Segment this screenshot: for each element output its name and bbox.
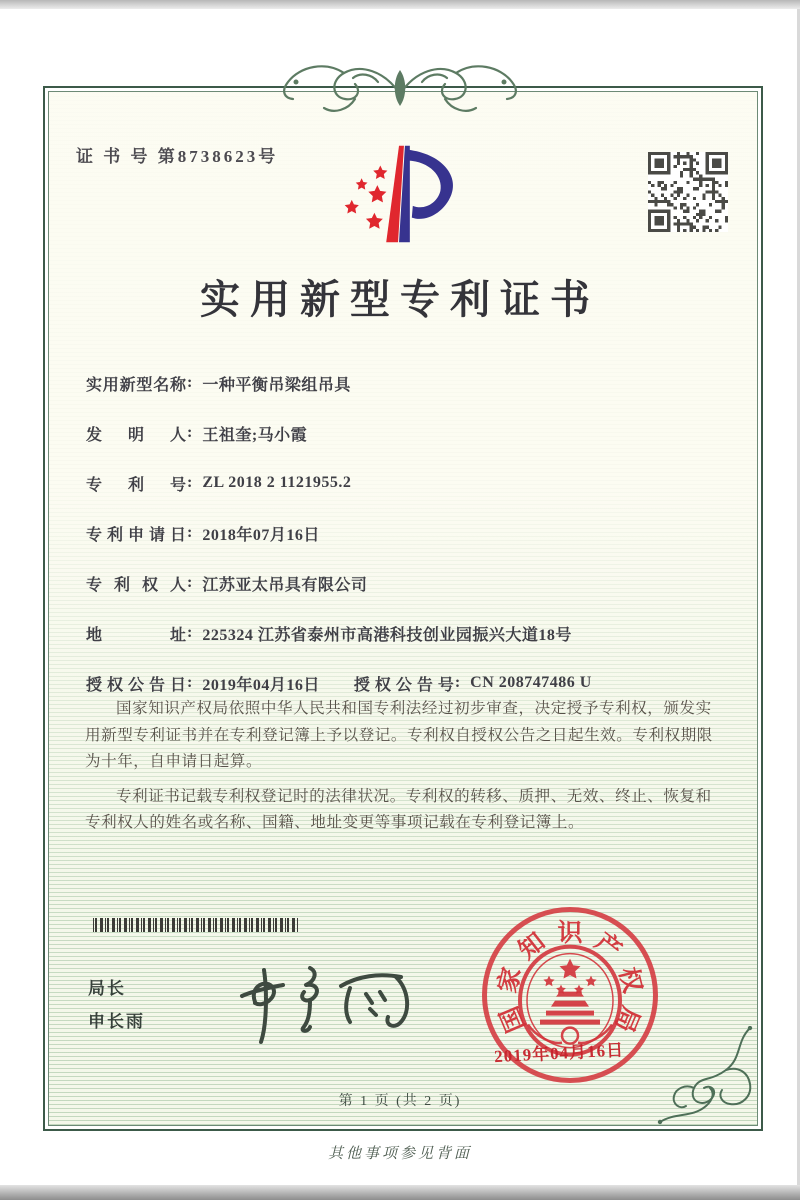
field-label: 授权公告号 [353,676,454,694]
certificate-title: 实用新型专利证书 [200,277,600,322]
field-list [86,358,726,708]
field-address: 地址 : 225324 江苏省泰州市高港科技创业园振兴大道18号 [86,608,726,658]
field-filing-date: 专利申请日 : 2018年07月16日 [86,508,726,558]
field-grant-row: 授权公告日 : 2019年04月16日 授权公告号 : CN 208747486 U [86,658,726,708]
signer-block [88,972,145,1038]
field-label: 实用新型名称 [86,376,186,394]
legal-paragraph: 国家知识产权局依照中华人民共和国专利法经过初步审查，决定授予专利权，颁发实用新型专利证书并在专利登记簿上予以登记。专利权自授权公告之日起生效。专利权期限为十年，自申请日起算。 [85,700,713,770]
photo-edge-bottom [0,1185,800,1200]
field-value: ZL 2018 2 1121955.2 [202,474,352,491]
seal-char: 局 [609,1002,644,1036]
field-value: 王祖奎;马小霞 [202,426,308,444]
certificate-number: 证 书 号 第8738623号 [76,147,279,166]
seal-char: 识 [557,920,583,947]
seal-char: 权 [613,964,646,996]
seal-date: 2019年04月16日 [493,1040,625,1067]
back-note: 其他事项参见背面 [327,1146,472,1162]
field-label: 专利申请日 [86,526,186,544]
field-patent-name: 实用新型名称 : 一种平衡吊梁组吊具 [86,358,726,408]
seal-char: 家 [494,964,527,996]
seal-char: 产 [589,928,627,965]
field-label: 发明人 [86,426,186,444]
signer-name: 申长雨 [88,1012,145,1031]
field-label: 专利权人 [86,576,186,594]
field-value: 2018年07月16日 [202,526,320,544]
field-label: 地址 [86,626,186,644]
field-value: 225324 江苏省泰州市高港科技创业园振兴大道18号 [202,626,572,644]
barcode [93,918,301,932]
field-value: 江苏亚太吊具有限公司 [202,576,368,594]
legal-text [85,696,723,845]
field-inventors: 发明人 : 王祖奎;马小霞 [86,408,726,458]
corner-flourish-icon [652,1026,756,1128]
photo-edge-top [0,0,800,9]
field-value: 2019年04月16日 [202,676,320,694]
signer-title: 局长 [88,979,126,998]
field-patentee: 专利权人 : 江苏亚太吊具有限公司 [86,558,726,608]
field-value: CN 208747486 U [470,674,592,691]
cnipa-logo-icon [330,130,470,258]
field-patent-number: 专利号 : ZL 2018 2 1121955.2 [86,458,726,508]
legal-paragraph: 专利证书记载专利权登记时的法律状况。专利权的转移、质押、无效、终止、恢复和专利权人的姓名或名称、国籍、地址变更等事项记载在专利登记簿上。 [85,787,712,831]
seal-char: 国 [496,1002,531,1036]
field-label: 专利号 [86,476,186,494]
field-label: 授权公告日 [86,676,186,694]
seal-char: 知 [513,928,551,965]
qr-code [648,152,728,232]
director-signature [213,942,428,1050]
field-value: 一种平衡吊梁组吊具 [202,376,351,394]
page-number: 第 1 页 (共 2 页) [338,1094,462,1109]
scroll-flourish-icon [278,52,522,130]
